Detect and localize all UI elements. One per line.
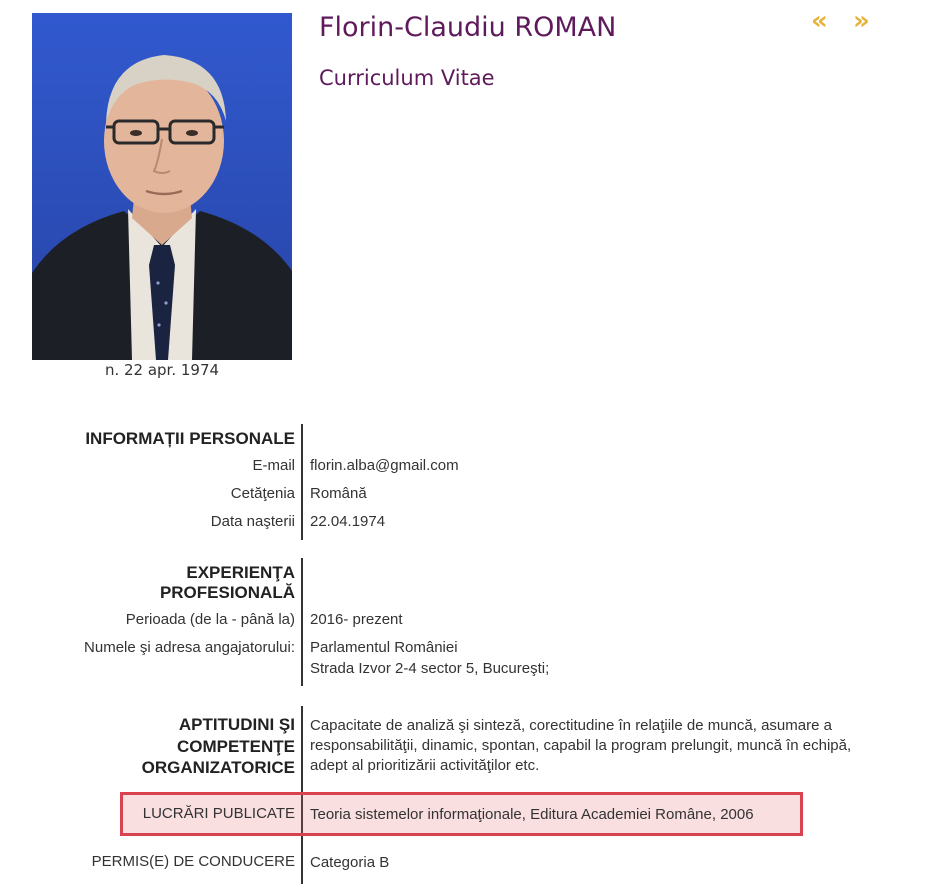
person-name: Florin-Claudiu ROMAN — [319, 12, 617, 43]
skills-heading-line3: ORGANIZATORICE — [141, 758, 295, 777]
section-divider-experience — [301, 558, 303, 686]
driving-license-label: PERMIS(E) DE CONDUCERE — [91, 853, 295, 870]
skills-heading-line2: COMPETENŢE — [176, 737, 295, 756]
employer-label: Numele şi adresa angajatorului: — [84, 639, 295, 656]
birthdate-label: Data naşterii — [210, 513, 295, 530]
publications-label: LUCRĂRI PUBLICATE — [142, 805, 295, 822]
experience-heading-line1: EXPERIENŢA — [186, 563, 295, 582]
section-divider-personal — [301, 424, 303, 540]
personal-info-heading: INFORMAȚII PERSONALE — [85, 429, 295, 448]
employer-address: Strada Izvor 2-4 sector 5, Bucureşti; — [310, 660, 550, 677]
experience-heading-line2: PROFESIONALĂ — [159, 583, 295, 602]
skills-value: Capacitate de analiză şi sinteză, corectitudine în relaţiile de muncă, asumare a responsabilităţii, dinamic, spontan, capabil la program prelungit, muncă în echipă, adept al prioritizării activităţilor etc. — [310, 717, 852, 774]
email-value[interactable]: florin.alba@gmail.com — [310, 457, 459, 474]
birth-caption: n. 22 apr. 1974 — [104, 361, 220, 379]
publications-value: Teoria sistemelor informaţionale, Editura Academiei Române, 2006 — [310, 806, 754, 823]
document-subtitle: Curriculum Vitae — [319, 66, 495, 90]
period-value: 2016- prezent — [310, 611, 403, 628]
period-label: Perioada (de la - până la) — [125, 611, 295, 628]
email-label: E-mail — [252, 457, 295, 474]
birthdate-value: 22.04.1974 — [310, 513, 386, 530]
citizenship-label: Cetăţenia — [230, 485, 295, 502]
previous-arrow-icon[interactable]: « — [811, 6, 828, 36]
next-arrow-icon[interactable]: » — [853, 6, 870, 36]
skills-heading-line1: APTITUDINI ŞI — [178, 715, 295, 734]
citizenship-value: Română — [310, 485, 367, 502]
driving-license-value: Categoria B — [310, 854, 390, 871]
employer-name: Parlamentul României — [310, 639, 458, 656]
